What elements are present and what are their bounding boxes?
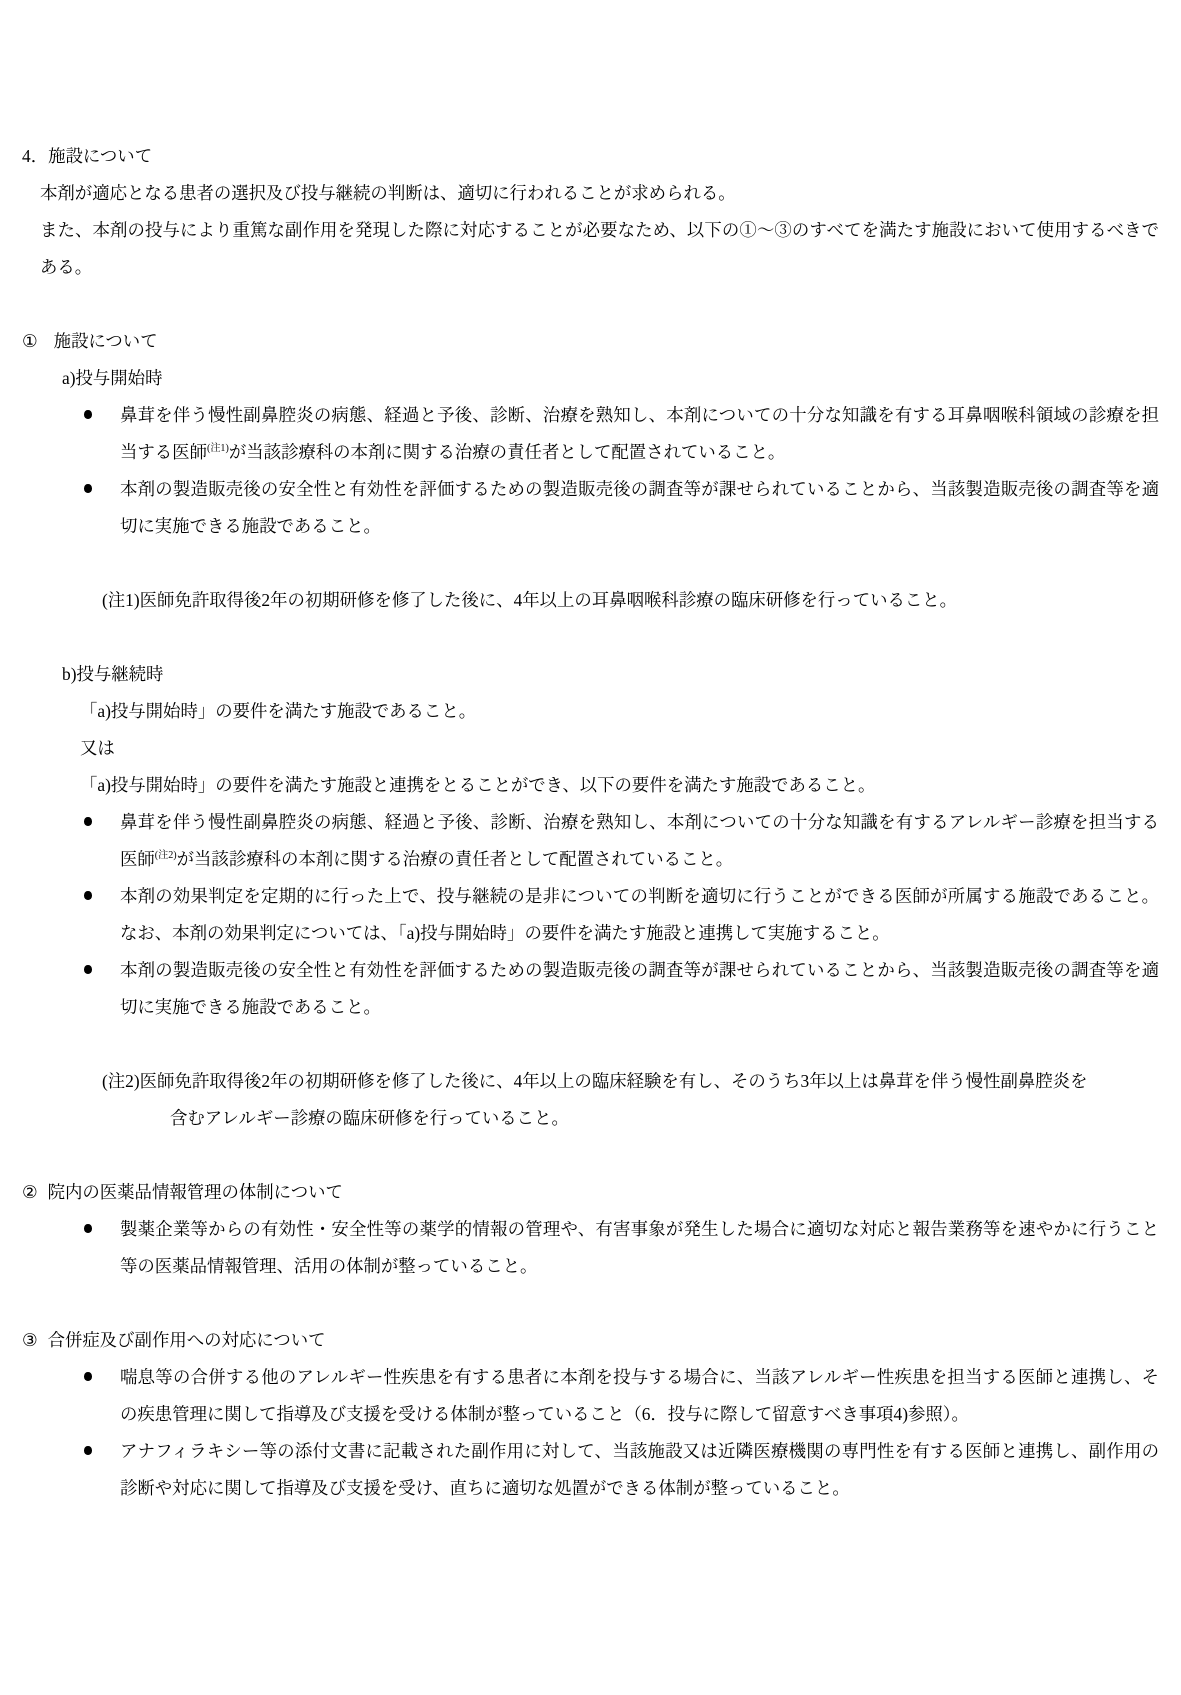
item-1-title: 施設について (53, 331, 158, 351)
bullet-dot-icon (84, 1372, 92, 1381)
bullet-dot-icon (84, 1224, 92, 1233)
bullet-dot-icon (84, 410, 92, 419)
item-1-note-2: (注2)医師免許取得後2年の初期研修を修了した後に、4年以上の臨床経験を有し、そのうち3年以上は鼻茸を伴う慢性副鼻腔炎を (102, 1071, 1088, 1091)
spacer (22, 619, 1159, 656)
spacer (22, 286, 1159, 323)
bullet-dot-icon (84, 891, 92, 900)
bullet-text-before: 鼻茸を伴う慢性副鼻腔炎の病態、経過と予後、診断、治療を熟知し、本剤についての十分な知識を有するアレルギー診療を担当する医師 (120, 812, 1159, 869)
item-3-bullet-list (22, 1359, 1159, 1507)
item-1-sub-b-line-2: 又は (80, 738, 115, 758)
list-item (22, 397, 1159, 471)
spacer (22, 1137, 1159, 1174)
list-item (22, 804, 1159, 878)
intro-paragraph-1: 本剤が適応となる患者の選択及び投与継続の判断は、適切に行われることが求められる。 (40, 183, 736, 203)
item-1-heading (22, 323, 1159, 360)
item-1-sub-b-line-3: 「a)投与開始時」の要件を満たす施設と連携をとることができ、以下の要件を満たす施設であること。 (80, 775, 876, 795)
bullet-text-before: 製薬企業等からの有効性・安全性等の薬学的情報の管理や、有害事象が発生した場合に適切な対応と報告業務等を速やかに行うこと等の医薬品情報管理、活用の体制が整っていること。 (120, 1219, 1159, 1276)
bullet-text-before: 本剤の効果判定を定期的に行った上で、投与継続の是非についての判断を適切に行うことができる医師が所属する施設であること。なお、本剤の効果判定については、「a)投与開始時」の要件を満たす施設と連携して実施すること。 (120, 886, 1159, 943)
item-3-heading (22, 1322, 1159, 1359)
list-item (22, 471, 1159, 545)
bullet-text-before: 鼻茸を伴う慢性副鼻腔炎の病態、経過と予後、診断、治療を熟知し、本剤についての十分な知識を有する耳鼻咽喉科領域の診療を担当する医師 (120, 405, 1159, 462)
list-item (22, 1433, 1159, 1507)
item-3-title: 合併症及び副作用への対応について (47, 1330, 326, 1350)
item-1-note-2-continuation: 含むアレルギー診療の臨床研修を行っていること。 (170, 1108, 569, 1128)
bullet-dot-icon (84, 965, 92, 974)
list-item (22, 878, 1159, 952)
section-number: 4． (22, 146, 49, 166)
bullet-dot-icon (84, 1446, 92, 1455)
item-1-note-1: (注1)医師免許取得後2年の初期研修を修了した後に、4年以上の耳鼻咽喉科診療の臨床研修を行っていること。 (102, 590, 958, 610)
item-2-marker: ② (22, 1182, 38, 1202)
item-3-marker: ③ (22, 1330, 38, 1350)
intro-paragraph-2: また、本剤の投与により重篤な副作用を発現した際に対応することが必要なため、以下の①～③のすべてを満たす施設において使用するべきである。 (40, 220, 1159, 277)
bullet-text-before: 本剤の製造販売後の安全性と有効性を評価するための製造販売後の調査等が課せられていることから、当該製造販売後の調査等を適切に実施できる施設であること。 (120, 479, 1159, 536)
bullet-dot-icon (84, 484, 92, 493)
spacer (22, 1026, 1159, 1063)
list-item (22, 1211, 1159, 1285)
bullet-text-after: が当該診療科の本剤に関する治療の責任者として配置されていること。 (228, 442, 786, 462)
section-title: 施設について (48, 146, 153, 166)
list-item (22, 952, 1159, 1026)
item-2-bullet-list (22, 1211, 1159, 1285)
annotation-marker: (注1) (206, 443, 229, 455)
bullet-text-before: 本剤の製造販売後の安全性と有効性を評価するための製造販売後の調査等が課せられていることから、当該製造販売後の調査等を適切に実施できる施設であること。 (120, 960, 1159, 1017)
item-1-sub-b-label: b)投与継続時 (62, 664, 164, 684)
list-item (22, 1359, 1159, 1433)
bullet-dot-icon (84, 817, 92, 826)
item-1-marker: ① (22, 331, 38, 351)
document-body (22, 138, 1159, 1507)
item-1-sub-b-line-1: 「a)投与開始時」の要件を満たす施設であること。 (80, 701, 477, 721)
item-1-sub-b-bullet-list (22, 804, 1159, 1026)
item-2-heading (22, 1174, 1159, 1211)
item-2-title: 院内の医薬品情報管理の体制について (47, 1182, 343, 1202)
bullet-text-before: アナフィラキシー等の添付文書に記載された副作用に対して、当該施設又は近隣医療機関の専門性を有する医師と連携し、副作用の診断や対応に関して指導及び支援を受け、直ちに適切な処置ができる体制が整っていること。 (120, 1441, 1159, 1498)
item-1-sub-a-bullet-list (22, 397, 1159, 545)
spacer (22, 1285, 1159, 1322)
section-heading (22, 138, 1159, 175)
spacer (22, 545, 1159, 582)
bullet-text-after: が当該診療科の本剤に関する治療の責任者として配置されていること。 (176, 849, 734, 869)
item-1-sub-a-label: a)投与開始時 (62, 368, 163, 388)
annotation-marker: (注2) (154, 850, 177, 862)
bullet-text-before: 喘息等の合併する他のアレルギー性疾患を有する患者に本剤を投与する場合に、当該アレルギー性疾患を担当する医師と連携し、その疾患管理に関して指導及び支援を受ける体制が整っていること（6．投与に際して留意すべき事項4)参照）。 (120, 1367, 1159, 1424)
